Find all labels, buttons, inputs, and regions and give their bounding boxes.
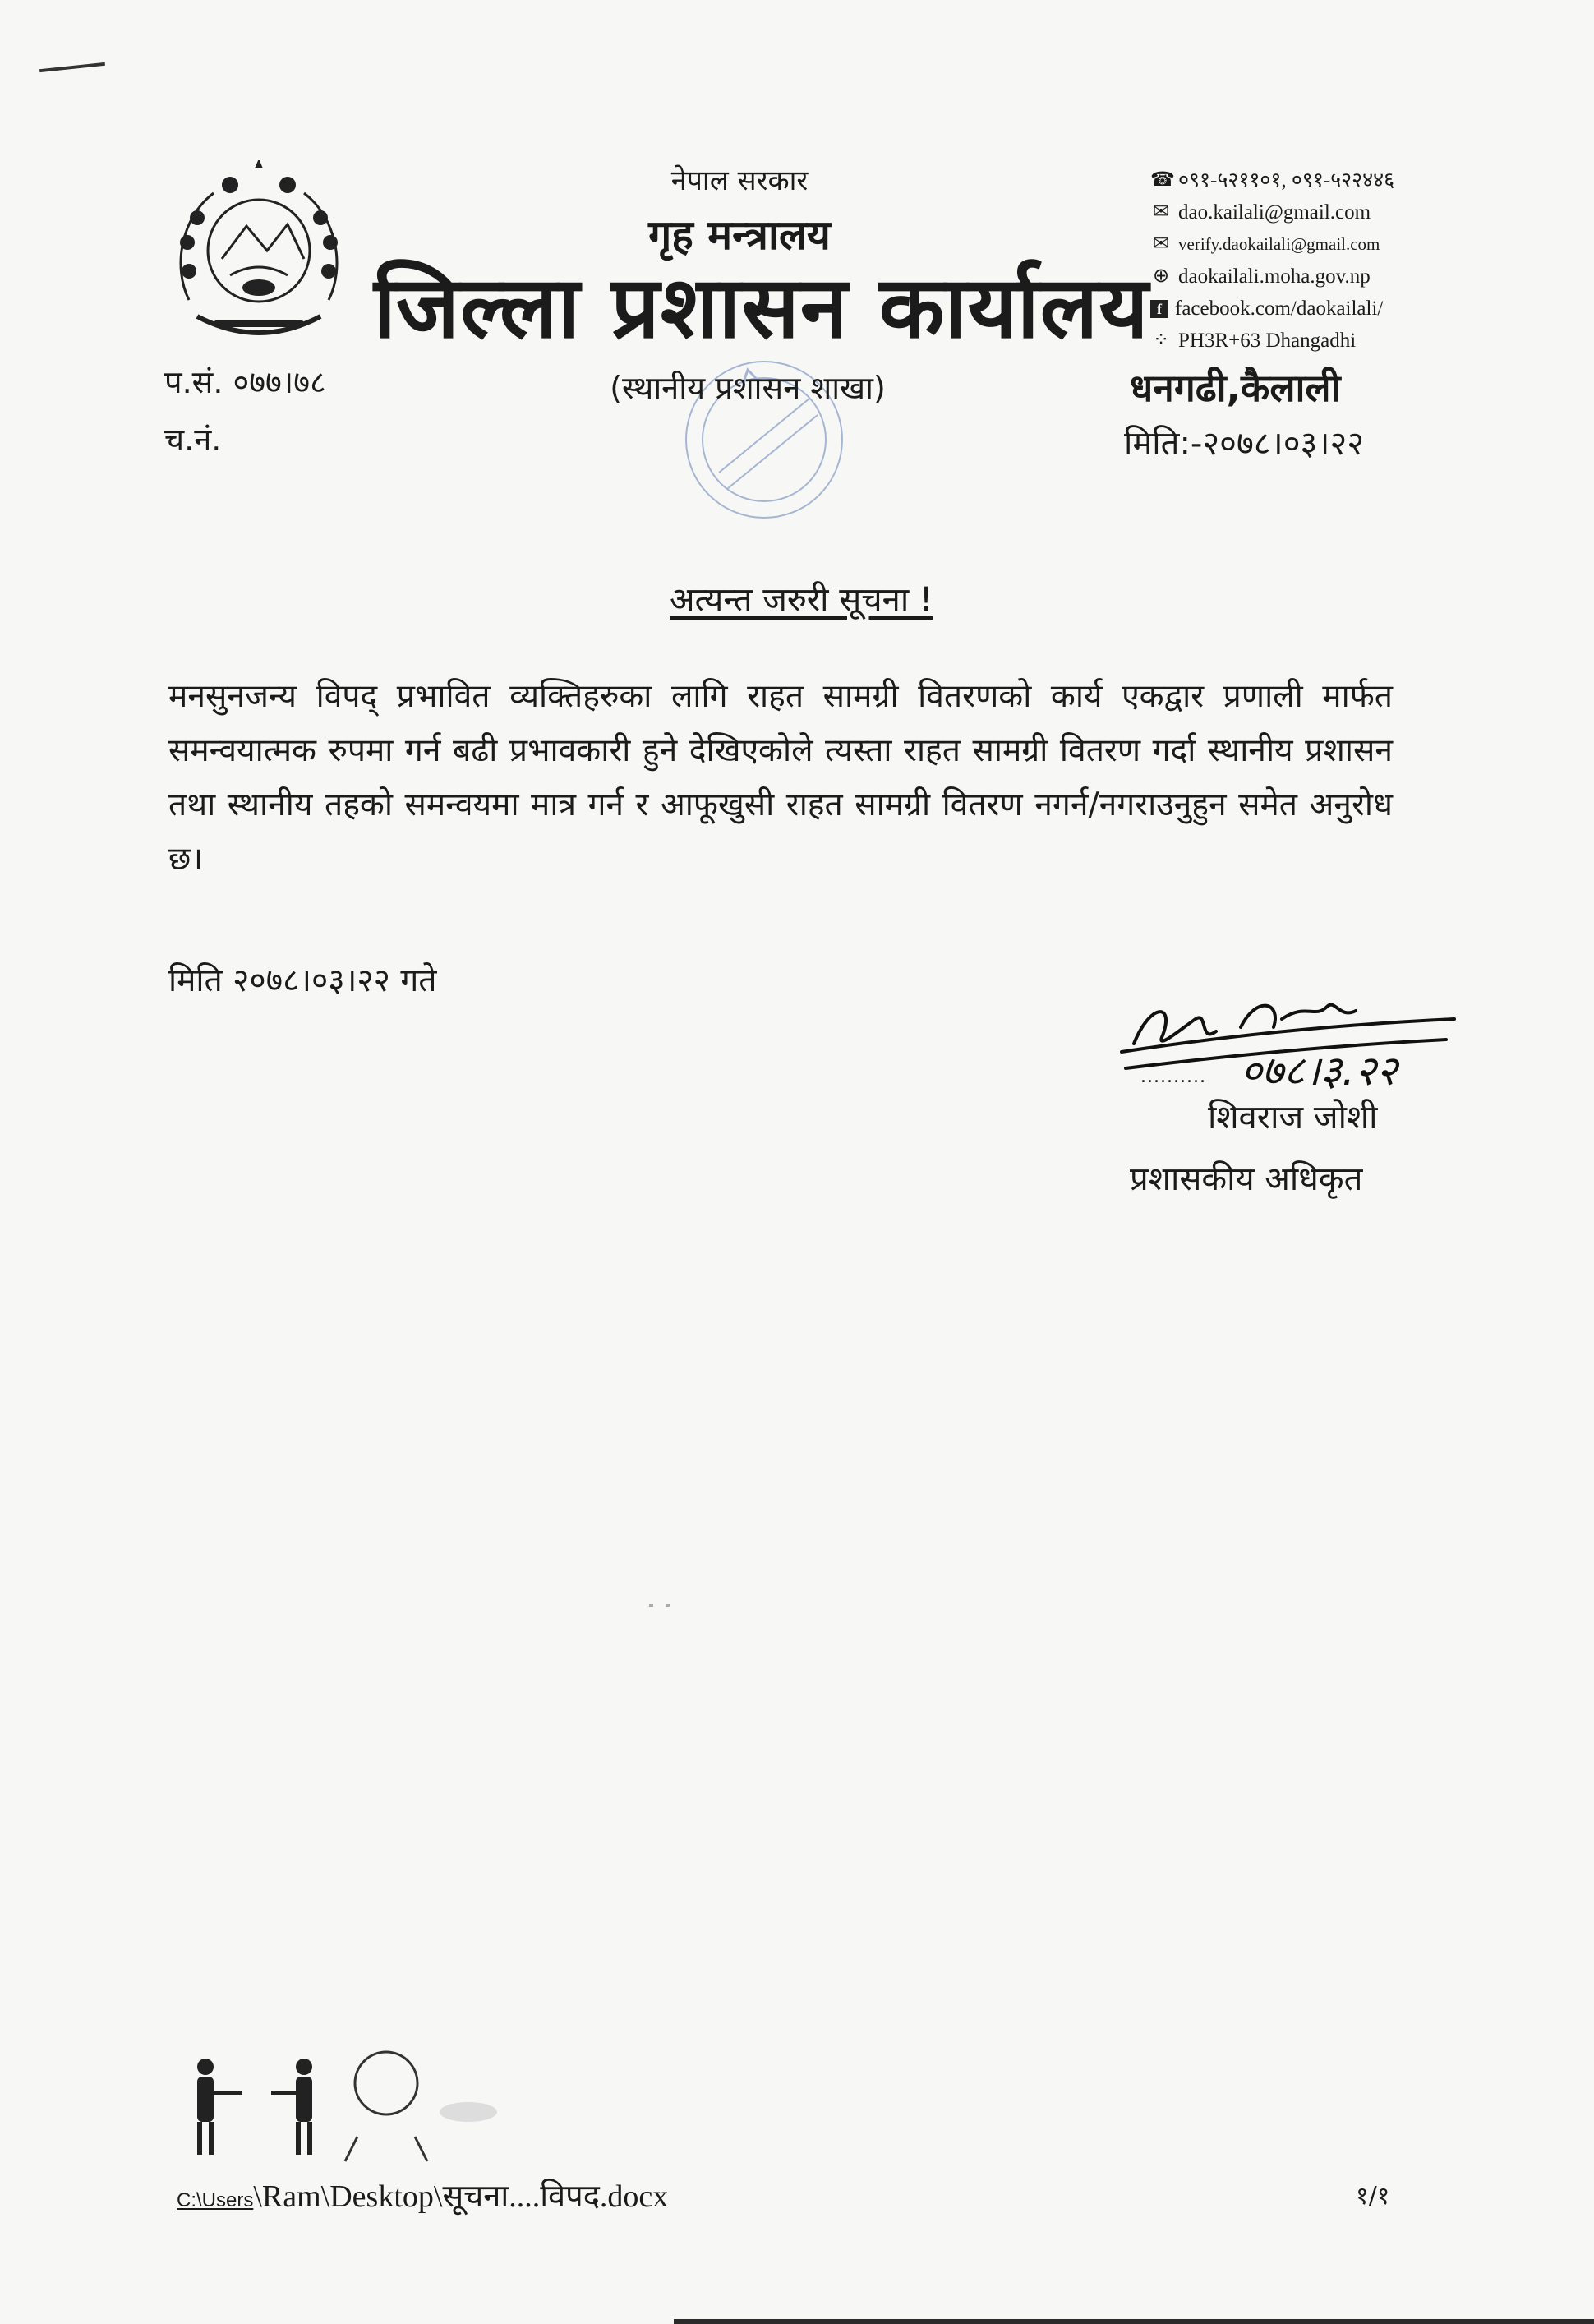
contact-email-primary <box>1150 196 1578 228</box>
globe-icon: ⊕ <box>1152 265 1170 287</box>
signer-designation: प्रशासकीय अधिकृत <box>1130 1160 1363 1198</box>
mail-icon: ✉ <box>1152 233 1170 255</box>
phone-icon: ☎ <box>1150 169 1175 191</box>
letter-date: मिति:-२०७८।०३।२२ <box>1124 425 1365 463</box>
nepal-emblem-logo <box>164 160 353 349</box>
contact-phone <box>1150 164 1578 196</box>
facebook-icon: f <box>1150 300 1168 318</box>
scan-speck <box>649 1604 653 1607</box>
contact-info <box>1150 164 1578 357</box>
signature-date: ०७८।३.२२ <box>1241 1047 1398 1093</box>
notice-date-line: मिति २०७८।०३।२२ गते <box>168 962 437 999</box>
government-label: नेपाल सरकार <box>670 164 809 197</box>
location-icon: ⁘ <box>1152 330 1170 351</box>
website: daokailali.moha.gov.np <box>1178 265 1371 288</box>
mail-icon: ✉ <box>1152 201 1170 223</box>
scan-bottom-edge <box>674 2319 1594 2324</box>
notice-body: मनसुनजन्य विपद् प्रभावित व्यक्तिहरुका लागि राहत सामग्री वितरणको कार्य एकद्वार प्रणाली मार्फत समन्वयात्मक रुपमा गर्न बढी प्रभावकारी हुने देखिएकोले त्यस्ता राहत सामग्री वितरण गर्दा स्थानीय प्रशासन तथा स्थानीय तहको समन्वयमा मात्र गर्न र आफूखुसी राहत सामग्री वितरण नगर्न/नगराउनुहुन समेत अनुरोध छ। <box>168 678 1393 878</box>
branch-label: (स्थानीय प्रशासन शाखा) <box>610 370 886 406</box>
plus-code: PH3R+63 Dhangadhi <box>1178 330 1357 352</box>
stray-pen-mark <box>39 62 105 72</box>
email-verify: verify.daokailali@gmail.com <box>1178 234 1380 254</box>
reference-number: प.सं. ०७७।७८ <box>164 364 326 400</box>
ministry-title: गृह मन्त्रालय <box>648 210 831 259</box>
contact-email-verify <box>1150 228 1578 261</box>
contact-facebook <box>1150 293 1578 325</box>
office-title: जिल्ला प्रशासन कार्यालय <box>374 256 1149 357</box>
scan-speck <box>666 1604 670 1607</box>
signature-dots: .......... <box>1140 1067 1206 1087</box>
email-primary: dao.kailali@gmail.com <box>1178 201 1371 224</box>
file-path-rest: \Ram\Desktop\सूचना....विपद.docx <box>253 2179 669 2214</box>
contact-website <box>1150 261 1578 293</box>
contact-location <box>1150 325 1578 357</box>
dispatch-number: च.नं. <box>164 422 222 458</box>
facebook-page: facebook.com/daokailali/ <box>1175 297 1384 320</box>
phone-numbers: ०९१-५२११०१, ०९१-५२२४४६ <box>1178 169 1395 191</box>
signer-name: शिवराज जोशी <box>1208 1099 1378 1137</box>
notice-title: अत्यन्त जरुरी सूचना ! <box>670 581 933 619</box>
footer-figures-graphic <box>181 2046 509 2170</box>
file-path-prefix: C:\Users <box>177 2189 254 2211</box>
file-path <box>177 2174 668 2216</box>
page-number: १/१ <box>1356 2182 1390 2211</box>
office-location: धनगढी,कैलाली <box>1130 366 1341 410</box>
